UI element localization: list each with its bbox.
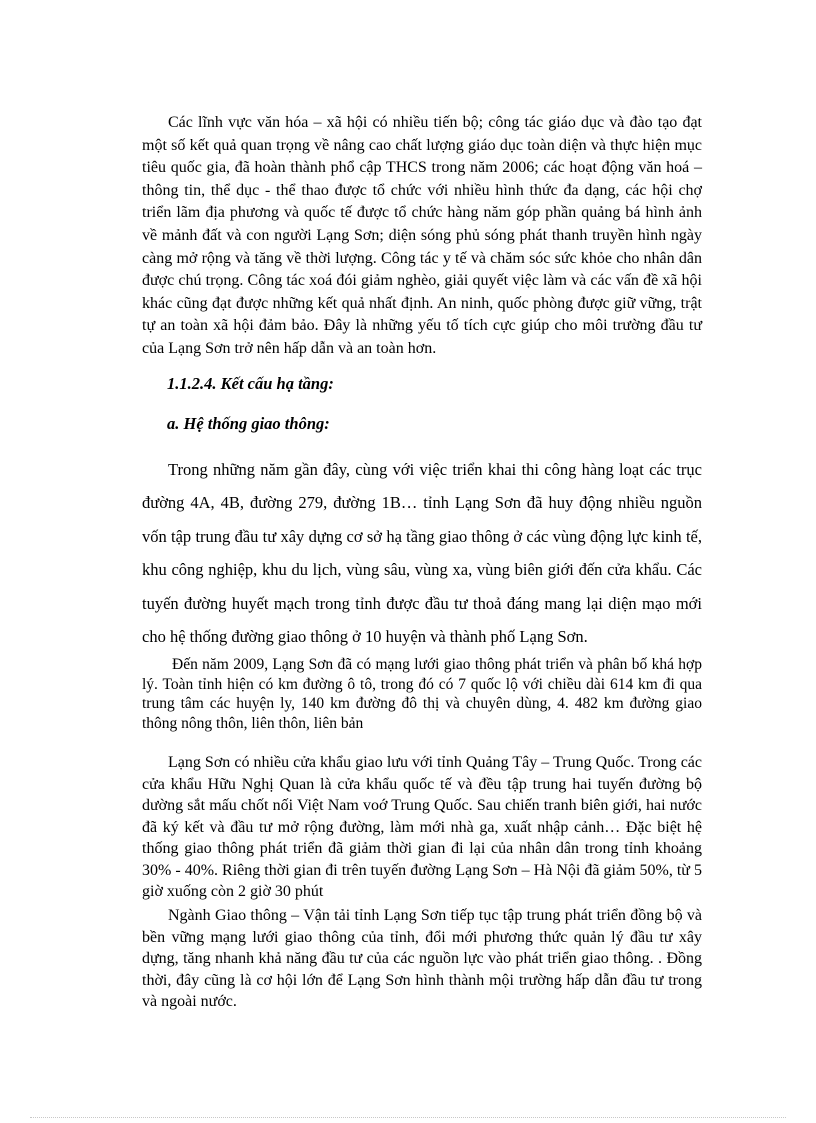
paragraph-culture-society: Các lĩnh vực văn hóa – xã hội có nhiều tiến bộ; công tác giáo dục và đào tạo đạt một số kết quả quan trọng về nâng cao chất lượng giáo dục toàn diện và thực hiện mục tiêu quốc gia, đã hoàn thành phổ cập THCS trong năm 2006; các hoạt động văn hoá – thông tin, thể dục - thể thao được tổ chức với nhiều hình thức đa dạng, các hội chợ triển lãm địa phương và quốc tế được tổ chức hàng năm góp phần quảng bá hình ảnh về mảnh đất và con người Lạng Sơn; diện sóng phủ sóng phát thanh truyền hình ngày càng mở rộng và tăng về thời lượng. Công tác y tế và chăm sóc sức khỏe cho nhân dân được chú trọng. Công tác xoá đói giảm nghèo, giải quyết việc làm và các vấn đề xã hội khác cũng đạt được những kết quả nhất định. An ninh, quốc phòng được giữ vững, trật tự an toàn xã hội đảm bảo. Đây là những yếu tố tích cực giúp cho môi trường đầu tư của Lạng Sơn trở nên hấp dẫn và an toàn hơn. <box>142 114 702 357</box>
paragraph-network-2009: Đến năm 2009, Lạng Sơn đã có mạng lưới giao thông phát triển và phân bố khá hợp lý. Toàn tỉnh hiện có km đường ô tô, trong đó có 7 quốc lộ với chiều dài 614 km đi qua trung tâm các huyện ly, 140 km đường đô thị và chuyên dùng, 4. 482 km đường giao thông nông thôn, liên thôn, liên bản <box>142 656 702 732</box>
section-heading-infrastructure: 1.1.2.4. Kết cấu hạ tầng: <box>167 374 334 393</box>
paragraph-border-gates: Lạng Sơn có nhiều cửa khẩu giao lưu với tỉnh Quảng Tây – Trung Quốc. Trong các cửa khẩu Hữu Nghị Quan là cửa khẩu quốc tế và đều tập trung hai tuyến đường bộ dường sắt mấu chốt nối Việt Nam voớ Trung Quốc. Sau chiến tranh biên giới, hai nước đã ký kết và đầu tư mở rộng đường, làm mới nhà ga, xuất nhập cảnh… Đặc biệt hệ thống giao thông phát triển đã giảm thời gian đi lại của nhân dân trong tỉnh khoảng 30% - 40%. Riêng thời gian đi trên tuyến đường Lạng Sơn – Hà Nội đã giảm 50%, từ 5 giờ xuống còn 2 giờ 30 phút <box>142 754 702 900</box>
paragraph-transport-sector: Ngành Giao thông – Vận tải tỉnh Lạng Sơn tiếp tục tập trung phát triển đồng bộ và bền vững mạng lưới giao thông của tỉnh, đổi mới phương thức quản lý đầu tư xây dựng, tăng nhanh khả năng đầu tư của các nguồn lực vào phát triển giao thông. . Đồng thời, đây cũng là cơ hội lớn để Lạng Sơn hình thành mội trường hấp dẫn đầu tư trong và ngoài nước. <box>142 907 702 1010</box>
subsection-heading-transport: a. Hệ thống giao thông: <box>167 414 330 433</box>
page-bottom-divider <box>30 1117 786 1118</box>
paragraph-transport-intro: Trong những năm gần đây, cùng với việc triển khai thi công hàng loạt các trục đường 4A, 4B, đường 279, đường 1B… tỉnh Lạng Sơn đã huy động nhiều nguồn vốn tập trung đầu tư xây dựng cơ sở hạ tầng giao thông ở các vùng động lực kinh tế, khu công nghiệp, khu du lịch, vùng sâu, vùng xa, vùng biên giới đến cửa khẩu. Các tuyến đường huyết mạch trong tỉnh được đầu tư thoả đáng mang lại diện mạo mới cho hệ thống đường giao thông ở 10 huyện và thành phố Lạng Sơn. <box>142 460 702 647</box>
